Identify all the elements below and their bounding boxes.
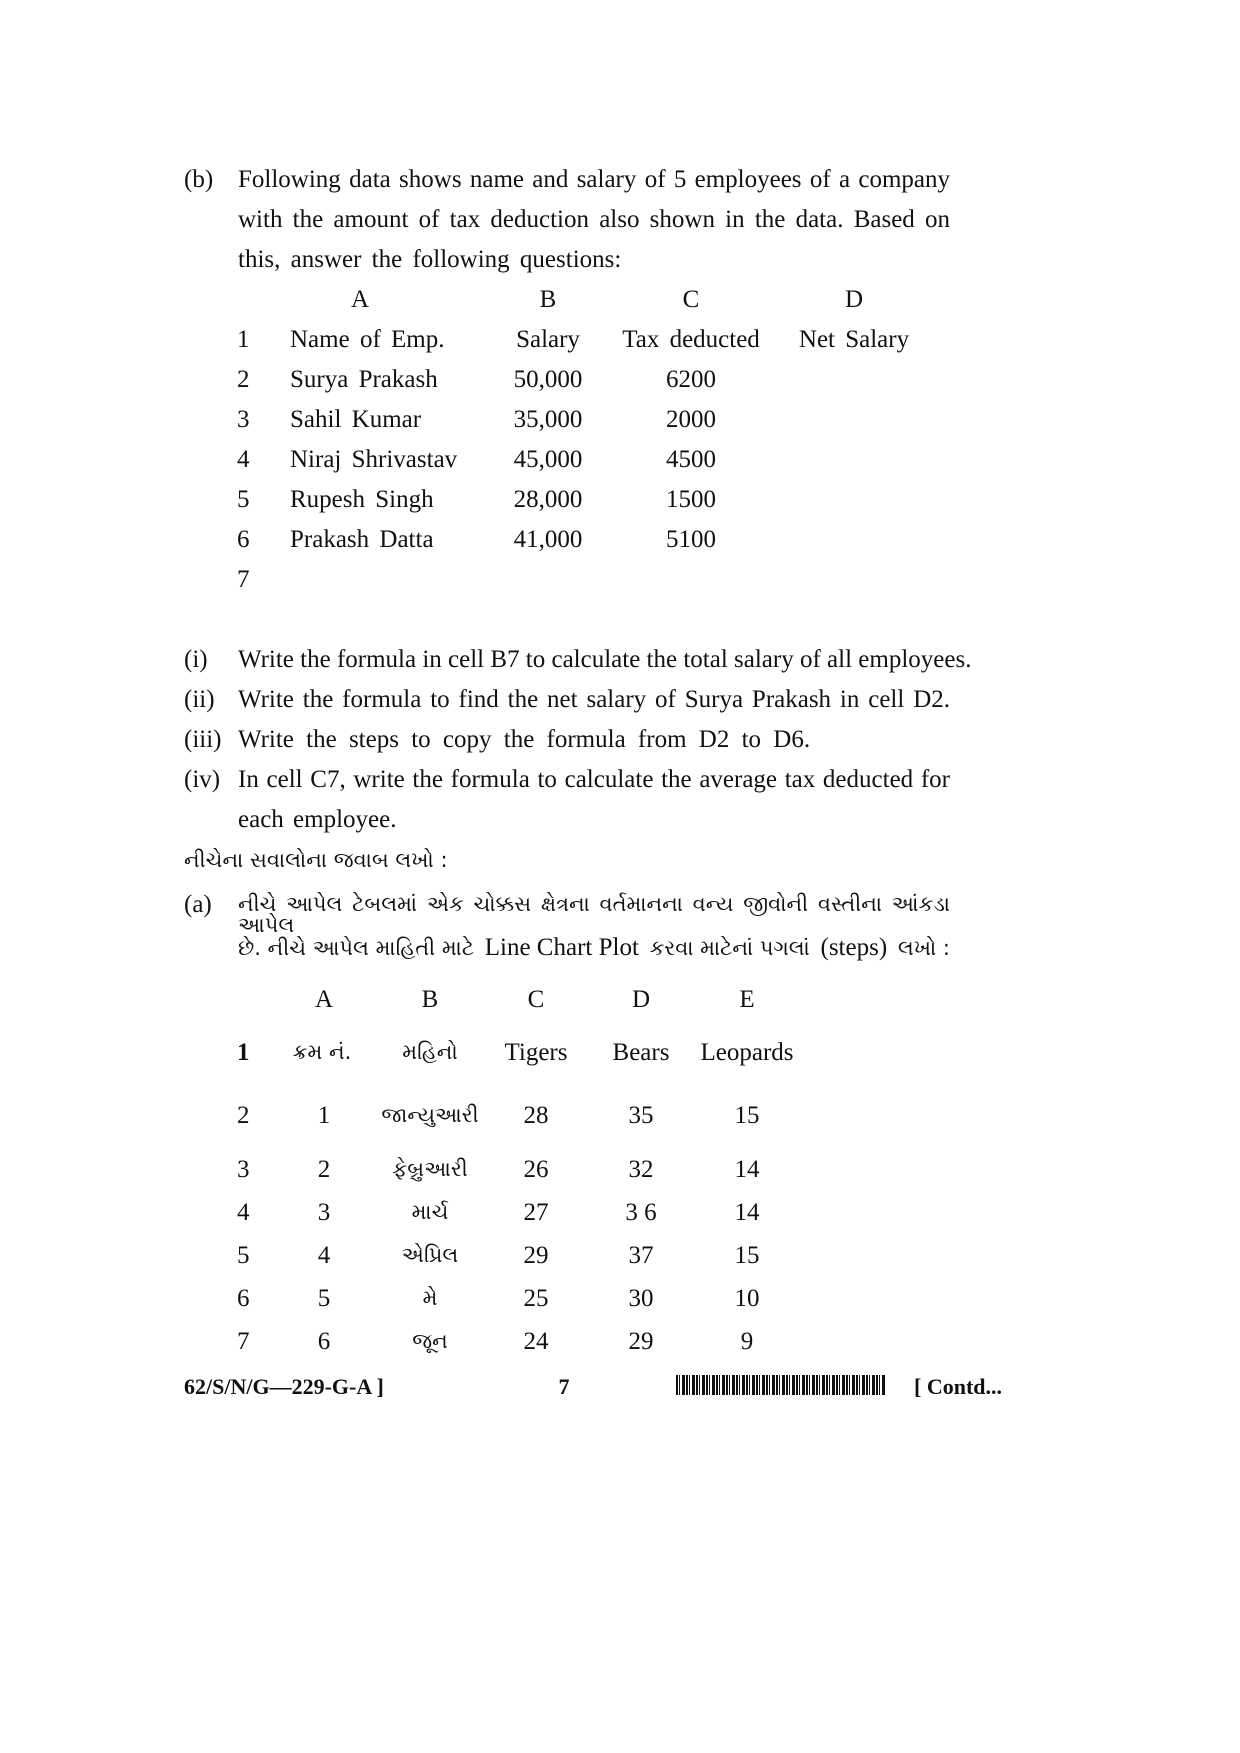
- header-salary: Salary: [516, 326, 580, 353]
- subquestion-label: (i): [184, 646, 208, 673]
- cell-bears: 3 6: [625, 1199, 657, 1226]
- header-name: Name of Emp.: [290, 326, 445, 353]
- col-letter-a: A: [350, 286, 370, 313]
- cell-tigers: 24: [523, 1328, 549, 1355]
- question-b-label: (b): [184, 166, 214, 193]
- line2-pre: છે. નીચે આપેલ માહિતી માટે: [238, 936, 475, 960]
- row-number: 5: [237, 486, 250, 513]
- cell-tax: 2000: [666, 406, 716, 433]
- gujarati-heading: નીચેના સવાલોના જવાબ લખો :: [184, 848, 448, 872]
- subquestion-text: Write the formula to find the net salary of Surya Prakash in cell D2.: [238, 686, 950, 713]
- gujarati-question-a-label: (a): [184, 891, 212, 918]
- header-tax: Tax deducted: [622, 326, 760, 353]
- cell-tigers: 29: [523, 1242, 549, 1269]
- cell-name: Niraj Shrivastav: [290, 446, 458, 473]
- cell-leopards: 9: [740, 1328, 754, 1355]
- row-number: 3: [237, 1156, 250, 1183]
- cell-bears: 32: [628, 1156, 654, 1183]
- col-letter-b: B: [539, 286, 557, 313]
- cell-name: Prakash Datta: [290, 526, 434, 553]
- cell-month: મે: [422, 1286, 438, 1310]
- cell-salary: 28,000: [513, 486, 583, 513]
- header-tigers: Tigers: [504, 1039, 568, 1066]
- header-leopards: Leopards: [700, 1039, 794, 1066]
- cell-month: ફેબ્રુઆરી: [392, 1157, 468, 1181]
- row-number: 2: [237, 1102, 250, 1129]
- cell-name: Surya Prakash: [290, 366, 438, 393]
- gujarati-question-a-line-2: [238, 935, 950, 960]
- cell-leopards: 14: [734, 1199, 760, 1226]
- row-number: 6: [237, 526, 250, 553]
- cell-bears: 35: [628, 1102, 654, 1129]
- cell-tigers: 25: [523, 1285, 549, 1312]
- row-number: 1: [237, 1039, 250, 1066]
- header-serial: ક્રમ નં.: [292, 1040, 352, 1064]
- row-number: 2: [237, 366, 250, 393]
- cell-serial: 3: [317, 1199, 331, 1226]
- row-number: 1: [237, 326, 250, 353]
- col-letter-d: D: [631, 986, 651, 1013]
- header-net-salary: Net Salary: [798, 326, 910, 353]
- subquestion-text: In cell C7, write the formula to calculate the average tax deducted for: [238, 766, 950, 793]
- cell-serial: 6: [317, 1328, 331, 1355]
- footer-page-number: 7: [558, 1374, 570, 1399]
- cell-bears: 29: [628, 1328, 654, 1355]
- cell-name: Sahil Kumar: [290, 406, 422, 433]
- subquestion-label: (iv): [184, 766, 221, 793]
- footer-contd: [ Contd...: [914, 1374, 1003, 1399]
- row-number: 7: [237, 1328, 250, 1355]
- cell-serial: 5: [317, 1285, 331, 1312]
- subquestion-label: (iii): [184, 726, 222, 753]
- col-letter-d: D: [844, 286, 864, 313]
- gujarati-question-a-line-1: નીચે આપેલ ટેબલમાં એક ચોક્કસ ક્ષેત્રના વર્તમાનના વન્ય જીવોની વસ્તીના આંકડા આપેલ: [238, 892, 950, 937]
- cell-bears: 37: [628, 1242, 654, 1269]
- subquestion-text: Write the steps to copy the formula from D2 to D6.: [238, 726, 811, 753]
- cell-leopards: 10: [734, 1285, 760, 1312]
- row-number: 3: [237, 406, 250, 433]
- cell-leopards: 14: [734, 1156, 760, 1183]
- cell-bears: 30: [628, 1285, 654, 1312]
- row-number: 5: [237, 1242, 250, 1269]
- cell-tigers: 27: [523, 1199, 549, 1226]
- cell-serial: 1: [317, 1102, 331, 1129]
- subquestion-label: (ii): [184, 686, 215, 713]
- col-letter-c: C: [527, 986, 545, 1013]
- cell-month: જાન્યુઆરી: [381, 1103, 479, 1127]
- col-letter-e: E: [739, 986, 755, 1013]
- header-bears: Bears: [612, 1039, 670, 1066]
- cell-month: માર્ચ: [411, 1200, 449, 1224]
- cell-salary: 41,000: [513, 526, 583, 553]
- col-letter-a: A: [314, 986, 334, 1013]
- footer-paper-code: 62/S/N/G—229-G-A ]: [184, 1374, 384, 1399]
- line2-post: કરવા માટેનાં પગલાં: [649, 936, 810, 960]
- question-b-line-3: this, answer the following questions:: [238, 246, 622, 273]
- line2-chart-term: Line Chart Plot: [484, 934, 639, 961]
- line2-steps: (steps): [820, 934, 888, 961]
- subquestion-text: Write the formula in cell B7 to calculate the total salary of all employees.: [238, 646, 972, 673]
- cell-tigers: 26: [523, 1156, 549, 1183]
- col-letter-b: B: [421, 986, 439, 1013]
- question-b-line-1: Following data shows name and salary of 5 employees of a company: [238, 166, 950, 193]
- question-b-line-2: with the amount of tax deduction also shown in the data. Based on: [238, 206, 950, 233]
- row-number: 7: [237, 566, 250, 593]
- cell-serial: 2: [317, 1156, 331, 1183]
- cell-month: જૂન: [412, 1329, 448, 1353]
- header-month: મહિનો: [402, 1040, 458, 1064]
- row-number: 4: [237, 446, 250, 473]
- row-number: 4: [237, 1199, 250, 1226]
- cell-tax: 6200: [666, 366, 716, 393]
- col-letter-c: C: [682, 286, 700, 313]
- cell-tigers: 28: [523, 1102, 549, 1129]
- cell-tax: 1500: [666, 486, 716, 513]
- cell-tax: 4500: [666, 446, 716, 473]
- cell-name: Rupesh Singh: [290, 486, 434, 513]
- cell-tax: 5100: [666, 526, 716, 553]
- barcode: [676, 1375, 886, 1395]
- subquestion-text-cont: each employee.: [238, 806, 397, 833]
- row-number: 6: [237, 1285, 250, 1312]
- cell-salary: 35,000: [513, 406, 583, 433]
- line2-end: લખો :: [897, 936, 950, 960]
- cell-month: એપ્રિલ: [401, 1243, 459, 1267]
- cell-salary: 45,000: [513, 446, 583, 473]
- cell-salary: 50,000: [513, 366, 583, 393]
- cell-leopards: 15: [734, 1242, 760, 1269]
- cell-leopards: 15: [734, 1102, 760, 1129]
- cell-serial: 4: [317, 1242, 331, 1269]
